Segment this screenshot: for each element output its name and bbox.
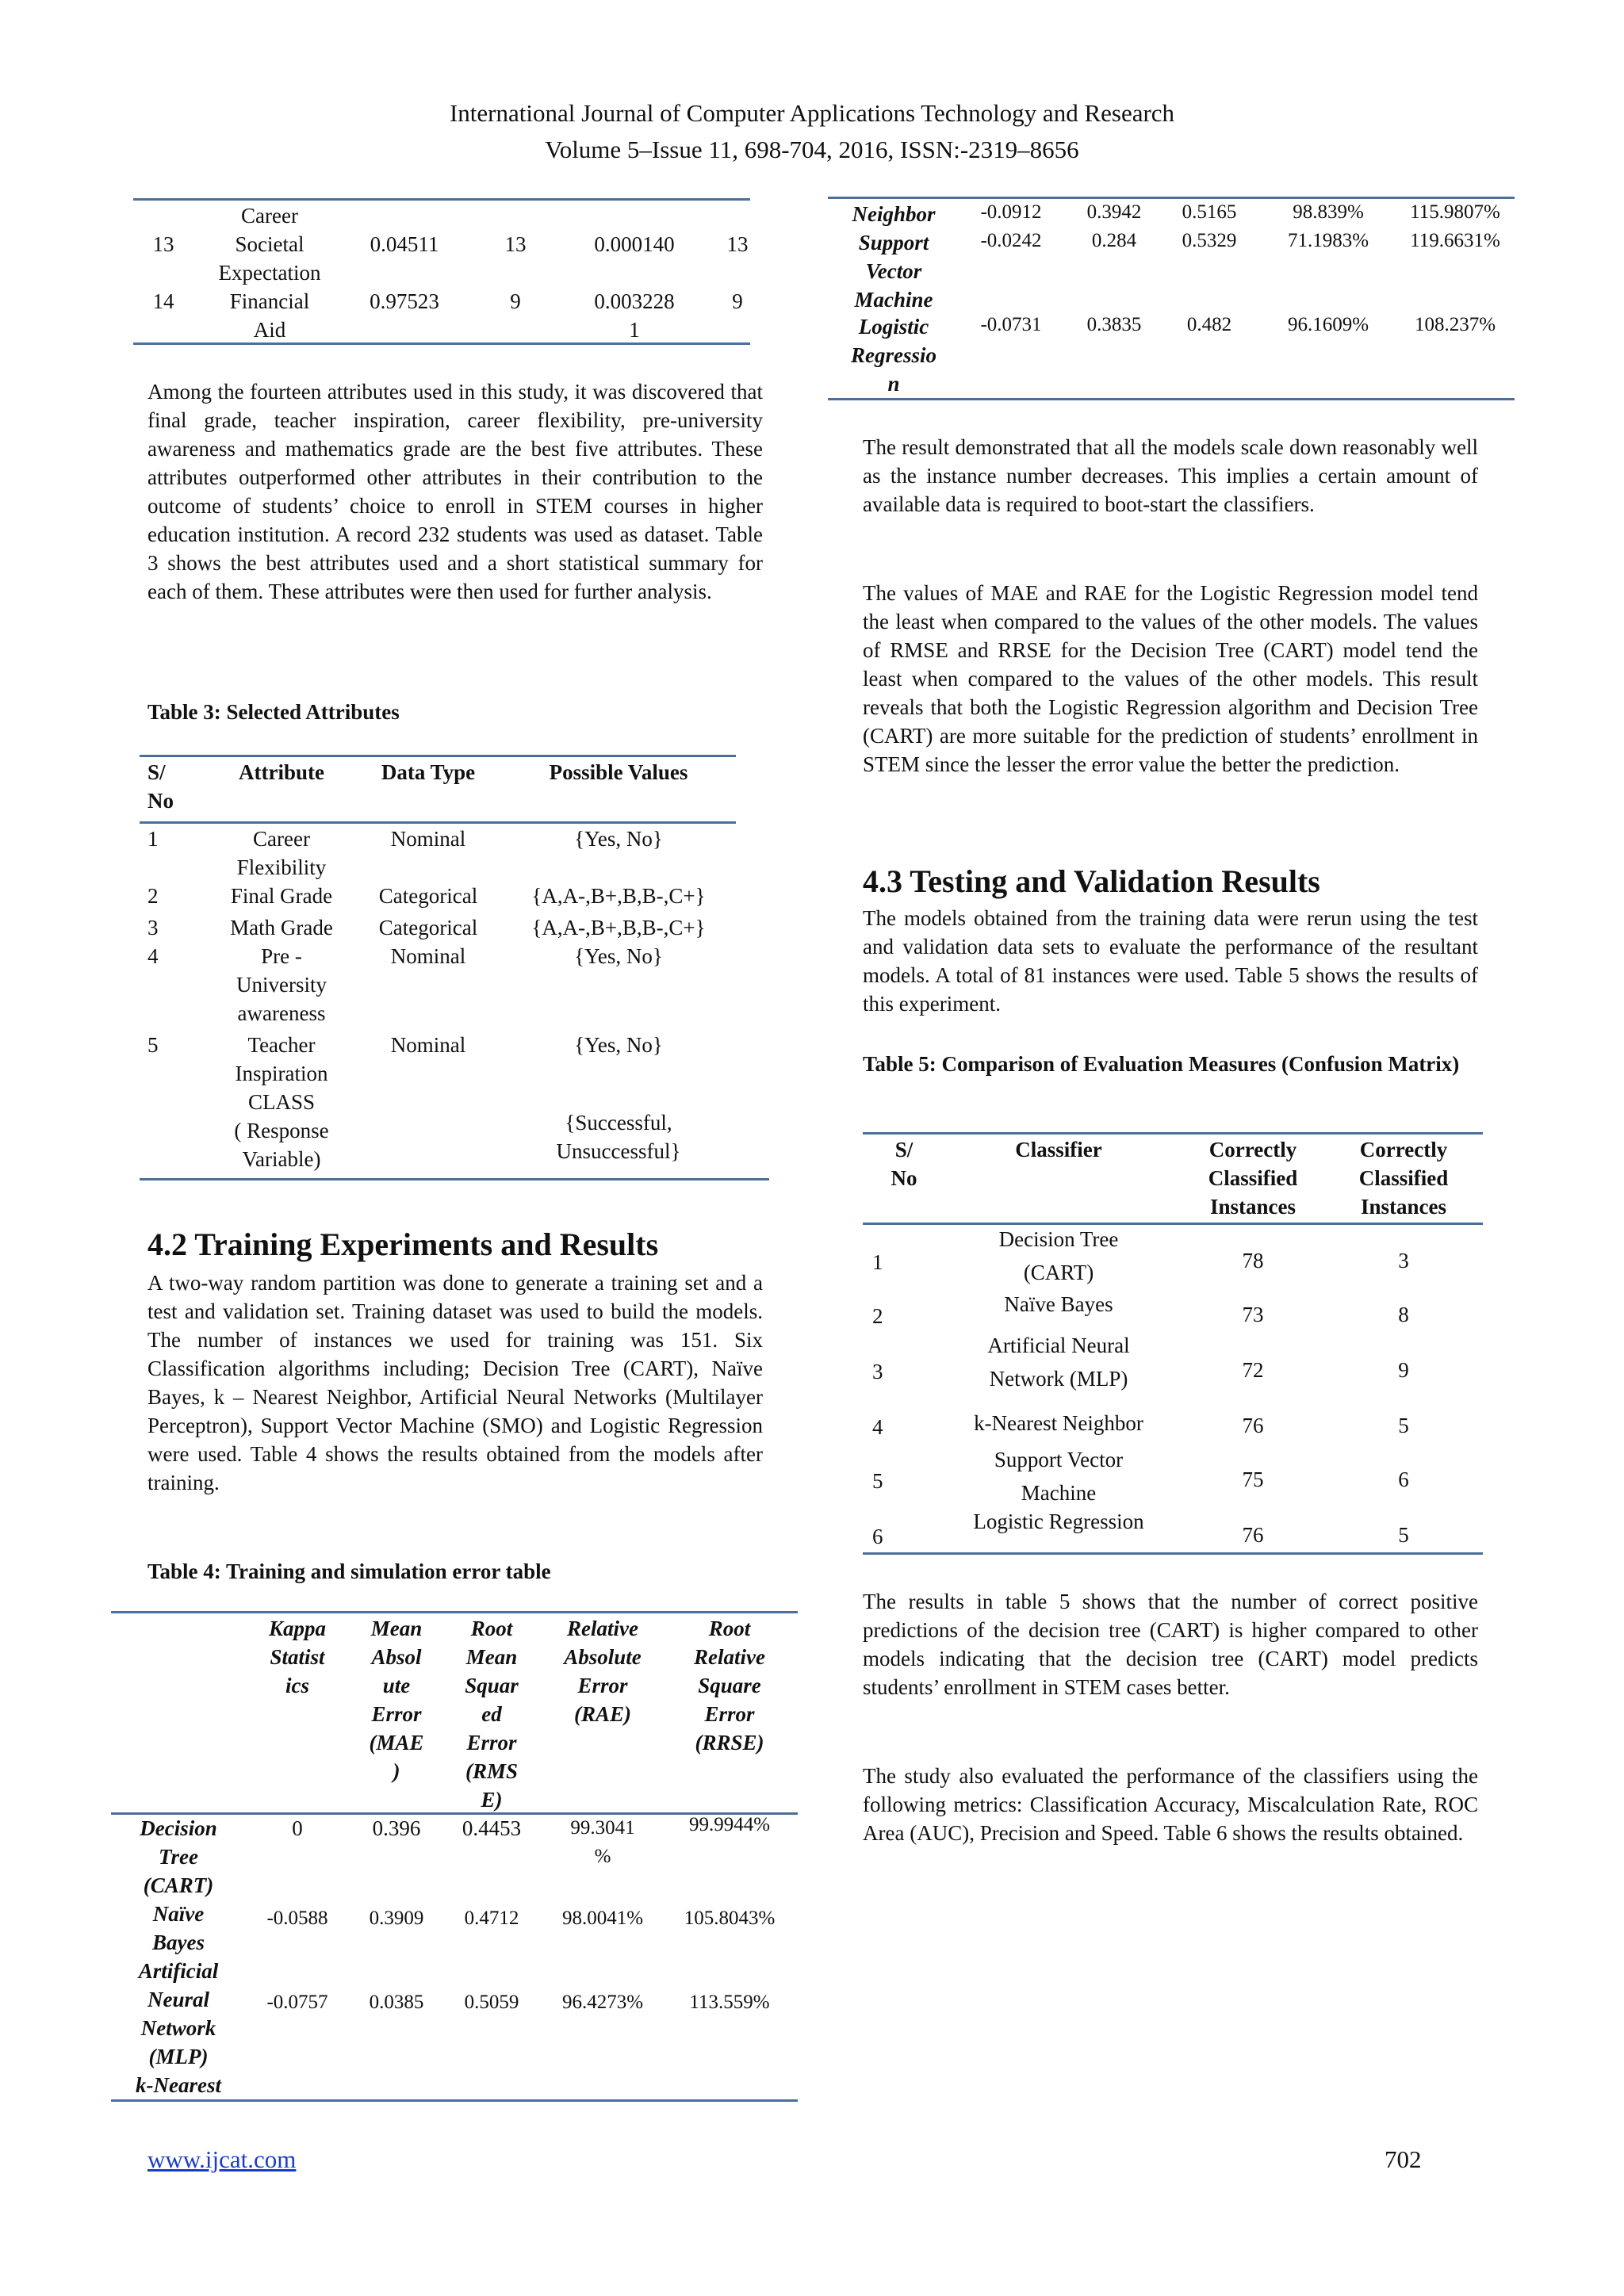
table5-cell-correct: 76 xyxy=(1242,1523,1264,1547)
table5-cell-incorrect: 3 xyxy=(1398,1249,1409,1272)
table5-header-rule xyxy=(863,1223,1483,1225)
table3-cell: Nominal xyxy=(390,944,466,968)
table5-header: Correctly Classified Instances xyxy=(1358,1138,1449,1219)
table3-cell: {Yes, No} xyxy=(574,827,663,851)
table2-cell-r2: 9 xyxy=(732,289,743,313)
table4-header: Root Mean Squar ed Error (RMS E) xyxy=(465,1617,519,1812)
table4-row-name: Artificial Neural Network (MLP) xyxy=(138,1959,219,2068)
table3-cell: 5 xyxy=(147,1033,159,1057)
table5-header: Classifier xyxy=(1015,1138,1102,1161)
table2-cell-v2: 1 xyxy=(629,318,640,342)
table2-cell-attr: Financial xyxy=(229,289,310,313)
table4-header: Kappa Statist ics xyxy=(268,1617,326,1697)
table4-cell: 96.1609% xyxy=(1287,314,1369,335)
table4-row-name: Logistic Regressio n xyxy=(851,315,936,396)
table3-cell: {A,A-,B+,B,B-,C+} xyxy=(531,884,706,908)
table4-cell: 105.8043% xyxy=(684,1908,776,1929)
table5-cell-correct: 72 xyxy=(1242,1358,1264,1382)
table4-cell: 99.9944% xyxy=(688,1814,771,1835)
section-4-3-title: 4.3 Testing and Validation Results xyxy=(863,863,1320,899)
table4-cell: 98.839% xyxy=(1293,201,1364,223)
table4-cell: 0.4453 xyxy=(462,1816,522,1840)
table3-top-rule xyxy=(140,755,736,757)
table4-cell: 0.0385 xyxy=(369,1992,424,2013)
table3-header: S/ No xyxy=(147,760,174,813)
table2-bottom-rule xyxy=(133,342,750,345)
table4-cell: 108.237% xyxy=(1414,314,1496,335)
table4-caption: Table 4: Training and simulation error table xyxy=(147,1559,551,1583)
table3-cell: Nominal xyxy=(390,827,466,851)
table2-cell-no: 13 xyxy=(152,232,174,256)
table4-cell: 0.4712 xyxy=(464,1908,519,1929)
table2-cell-attr: Societal xyxy=(235,232,304,256)
table4-cell: 98.0041% xyxy=(561,1908,644,1929)
table3-cell: 4 xyxy=(147,944,159,968)
table5-cell-incorrect: 9 xyxy=(1398,1358,1409,1382)
table4-top-rule xyxy=(111,1611,798,1613)
table2-cell-v1: 0.04511 xyxy=(370,232,439,256)
table4-cell: 99.3041 % xyxy=(570,1817,635,1867)
table4-cell: 113.559% xyxy=(689,1992,770,2013)
right-paragraph-3: The results in table 5 shows that the number of correct positive predictions of the decision tree (CART) is higher compared to other models indicating that the decision tree (CART) model predicts students’ enrollment in STEM cases better. xyxy=(863,1590,1478,1699)
table5-cell-no: 6 xyxy=(872,1525,883,1548)
table2-cell-attr: Aid xyxy=(253,318,286,342)
table3-header-rule xyxy=(140,821,736,824)
table5-cell-no: 2 xyxy=(872,1304,883,1328)
table4-bottom-rule xyxy=(111,2099,798,2102)
table5-cell-no: 1 xyxy=(872,1250,883,1274)
table5-cell-correct: 73 xyxy=(1242,1303,1264,1326)
table4-cell: 96.4273% xyxy=(561,1992,644,2013)
table5-cell-correct: 76 xyxy=(1242,1414,1264,1437)
table5-cell-no: 4 xyxy=(872,1415,883,1439)
journal-volume: Volume 5–Issue 11, 698-704, 2016, ISSN:-2319–8656 xyxy=(545,136,1079,163)
table4-cont-bottom-rule xyxy=(828,398,1515,400)
table3-cell: Career Flexibility xyxy=(236,827,327,879)
table4-cell: 115.9807% xyxy=(1410,201,1500,223)
footer-url-link[interactable]: www.ijcat.com xyxy=(147,2145,297,2173)
table2-cell-attr: Expectation xyxy=(218,261,321,285)
table3-cell: Teacher Inspiration xyxy=(235,1033,328,1085)
right-paragraph-1: The result demonstrated that all the models scale down reasonably well as the instance number decreases. This implies a certain amount of available data is required to boot-start the classifiers. xyxy=(863,435,1478,516)
table5-cell-classifier: Decision Tree (CART) xyxy=(998,1227,1119,1284)
table5-cell-no: 3 xyxy=(872,1360,883,1383)
table2-cell-attr: Career xyxy=(241,204,298,228)
table5-cell-correct: 78 xyxy=(1242,1249,1264,1272)
left-paragraph-1: Among the fourteen attributes used in this study, it was discovered that final grade, teacher inspiration, career flexibility, pre-university awareness and mathematics grade are the best five attributes. These attributes outperformed other attributes in their contribution to the outcome of students’ choice to enroll in STEM courses in higher education institution. A record 232 students was used as dataset. Table 3 shows the best attributes used and a short statistical summary for each of them. These attributes were then used for further analysis. xyxy=(147,380,763,603)
table2-cell-r2: 13 xyxy=(726,232,749,256)
table3-cell: Pre - University awareness xyxy=(236,944,327,1025)
table5-cell-incorrect: 8 xyxy=(1398,1303,1409,1326)
section-4-2-paragraph: A two-way random partition was done to generate a training set and a test and validation set. Training dataset was used to build the models. The number of instances we used for training was 151. Six Classification algorithms including; Decision Tree (CART), Naïve Bayes, k – Nearest Neighbor, Artificial Neural Networks (Multilayer Perceptron), Support Vector Machine (SMO) and Logistic Regression were used. Table 4 shows the results obtained from the models after training. xyxy=(147,1271,763,1494)
table3-header: Possible Values xyxy=(549,760,688,784)
table4-cell: 0.5329 xyxy=(1182,230,1237,251)
table3-caption: Table 3: Selected Attributes xyxy=(147,700,400,724)
table3-cell: Nominal xyxy=(390,1033,466,1057)
table5-header: Correctly Classified Instances xyxy=(1208,1138,1298,1219)
table4-row-name: Decision Tree (CART) xyxy=(140,1816,217,1897)
table5-cell-incorrect: 5 xyxy=(1398,1414,1409,1437)
table3-cell: CLASS ( Response Variable) xyxy=(234,1090,329,1171)
table3-cell: Categorical xyxy=(378,916,478,939)
table2-cell-no: 14 xyxy=(152,289,174,313)
table4-header: Root Relative Square Error (RRSE) xyxy=(694,1617,765,1755)
table3-cell: Final Grade xyxy=(230,884,333,908)
table3-header: Attribute xyxy=(239,760,324,784)
table4-row-name: Naïve Bayes xyxy=(152,1902,205,1954)
table4-cell: 0.5059 xyxy=(464,1992,519,2013)
table4-cell: 0.3835 xyxy=(1086,314,1142,335)
table4-cell: 0.3909 xyxy=(369,1908,424,1929)
table2-cell-r1: 13 xyxy=(504,232,527,256)
table5-cell-classifier: Logistic Regression xyxy=(973,1510,1144,1533)
table4-cell: -0.0757 xyxy=(266,1992,328,2013)
table5-top-rule xyxy=(863,1132,1483,1135)
table5-cell-no: 5 xyxy=(872,1469,883,1493)
table2-cell-r1: 9 xyxy=(510,289,521,313)
table5-caption: Table 5: Comparison of Evaluation Measures (Confusion Matrix) xyxy=(863,1052,1460,1076)
table2-cell-v2: 0.003228 xyxy=(594,289,675,313)
table4-cell: -0.0242 xyxy=(980,230,1042,251)
table3-cell: Categorical xyxy=(378,884,478,908)
table3-cell: {Yes, No} xyxy=(574,944,663,968)
table4-cell: 119.6631% xyxy=(1410,230,1500,251)
table5-header: S/ No xyxy=(891,1138,917,1190)
table3-cell: 1 xyxy=(147,827,159,851)
right-paragraph-2: The values of MAE and RAE for the Logistic Regression model tend the least when compared to the values of the other models. The values of RMSE and RRSE for the Decision Tree (CART) model tend the least when compared to the values of the other models. This result reveals that both the Logistic Regression algorithm and Decision Tree (CART) are more suitable for the prediction of students’ enrollment in STEM since the lesser the error value the better the prediction. xyxy=(863,581,1478,776)
section-4-2-title: 4.2 Training Experiments and Results xyxy=(147,1226,659,1262)
table4-cell: 0.482 xyxy=(1186,314,1232,335)
table2-cell-v1: 0.97523 xyxy=(370,289,439,313)
section-4-3-paragraph: The models obtained from the training data were rerun using the test and validation data sets to evaluate the performance of the resultant models. A total of 81 instances were used. Table 5 shows the results of this experiment. xyxy=(863,906,1478,1016)
table5-cell-classifier: Support Vector Machine xyxy=(994,1448,1124,1505)
table4-header: Relative Absolute Error (RAE) xyxy=(564,1617,642,1726)
table2-top-rule xyxy=(133,198,750,201)
table4-header: Mean Absol ute Error (MAE ) xyxy=(369,1617,424,1783)
table3-cell: Math Grade xyxy=(230,916,333,939)
page-number: 702 xyxy=(1385,2145,1422,2173)
table4-cell: -0.0731 xyxy=(980,314,1042,335)
table4-cell: -0.0588 xyxy=(266,1908,328,1929)
table4-cell: 0.284 xyxy=(1091,230,1137,251)
table5-cell-incorrect: 6 xyxy=(1398,1468,1409,1491)
table5-cell-classifier: Artificial Neural Network (MLP) xyxy=(987,1334,1130,1391)
table2-cell-v2: 0.000140 xyxy=(594,232,675,256)
table3-cell: {Successful, Unsuccessful} xyxy=(556,1111,681,1163)
table4-row-name: Support Vector Machine xyxy=(854,231,933,312)
table3-bottom-rule xyxy=(140,1178,769,1181)
table4-cell: 0.396 xyxy=(372,1816,421,1840)
table5-cell-incorrect: 5 xyxy=(1398,1523,1409,1547)
table5-cell-classifier: k-Nearest Neighbor xyxy=(974,1411,1143,1435)
table5-cell-classifier: Naïve Bayes xyxy=(1004,1292,1113,1316)
table4-cell: -0.0912 xyxy=(980,201,1042,223)
table4-cell: 71.1983% xyxy=(1287,230,1369,251)
journal-title: International Journal of Computer Applications Technology and Research xyxy=(449,99,1175,127)
table3-cell: 2 xyxy=(147,884,159,908)
table5-bottom-rule xyxy=(863,1552,1483,1555)
table4-row-name: k-Nearest xyxy=(136,2073,221,2097)
table4-cell: 0.3942 xyxy=(1086,201,1142,223)
table3-header: Data Type xyxy=(381,760,476,784)
table5-cell-correct: 75 xyxy=(1242,1468,1264,1491)
right-paragraph-4: The study also evaluated the performance of the classifiers using the following metrics: Classification Accuracy, Miscalculation Rate, ROC Area (AUC), Precision and Speed. Table 6 shows the results obtained. xyxy=(863,1764,1478,1845)
table3-cell: 3 xyxy=(147,916,159,939)
table4-row-name: Neighbor xyxy=(852,202,936,226)
table4-cell: 0 xyxy=(292,1816,303,1840)
table4-cell: 0.5165 xyxy=(1182,201,1237,223)
table3-cell: {A,A-,B+,B,B-,C+} xyxy=(531,916,706,939)
table3-cell: {Yes, No} xyxy=(574,1033,663,1057)
